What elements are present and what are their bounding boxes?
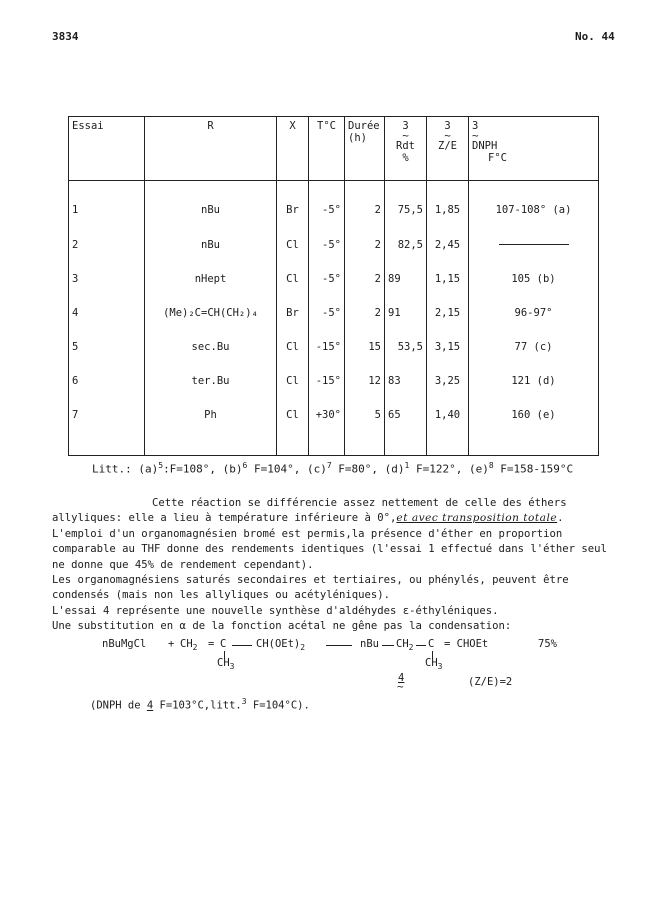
- product-carbon: C: [428, 638, 435, 650]
- page-number: 3834: [52, 30, 79, 43]
- cell-essai: 7: [69, 398, 145, 432]
- cell-rdt: 83: [385, 364, 427, 398]
- bond-line: [232, 645, 252, 646]
- table-row: [69, 398, 599, 432]
- cell-temp: -5°: [309, 296, 345, 330]
- cell-temp: -5°: [309, 193, 345, 227]
- plus-sign: +: [168, 638, 175, 650]
- cell-rdt: 75,5: [385, 193, 427, 227]
- cell-rdt: 91: [385, 296, 427, 330]
- product-nbu: nBu: [360, 638, 379, 650]
- paragraph-2: Les organomagnésiens saturés secondaires et tertiaires, ou phénylés, peuvent être condensés (mais non les allyliques ou acétyléniques).: [52, 574, 569, 602]
- col-header-dnph: 3 ~ DNPH F°C: [469, 117, 599, 181]
- product-ch2: $CH_2$: [396, 638, 414, 653]
- cell-rdt: 82,5: [385, 228, 427, 262]
- cell-ze: 1,15: [427, 262, 469, 296]
- compound-tilde: ~: [397, 680, 404, 693]
- paragraph-1: Cette réaction se différencie assez nettement de celle des éthers allyliques: elle a lieu à température inférieure à 0°,et avec transposition totale. L'emploi d'un organomagnésien bromé est permis,la présence d'éther en proportion comparable au THF donne des rendements identiques (l'essai 1 effectué dans l'éther seul ne donne que 45% de rendement cependant).: [52, 497, 607, 571]
- table-row: [69, 193, 599, 227]
- cell-dnph-empty: [469, 228, 599, 262]
- cell-r: nBu: [145, 193, 277, 227]
- cell-r: ter.Bu: [145, 364, 277, 398]
- cell-x: Cl: [277, 262, 309, 296]
- cell-r: (Me)₂C=CH(CH₂)₄: [145, 296, 277, 330]
- cell-dnph: 107-108° (a): [469, 193, 599, 227]
- col-header-ze: 3 ~ Z/E: [427, 117, 469, 181]
- cell-r: nBu: [145, 228, 277, 262]
- ze-label: Z/E: [438, 140, 457, 152]
- cell-duree: 15: [345, 330, 385, 364]
- dnph-unit: F°C: [488, 152, 507, 164]
- cell-ze: 2,45: [427, 228, 469, 262]
- reaction-arrow: [326, 645, 352, 646]
- cell-r: nHept: [145, 262, 277, 296]
- branch-bond: [224, 651, 225, 659]
- cell-temp: -5°: [309, 262, 345, 296]
- cell-dnph: 77 (c): [469, 330, 599, 364]
- cell-essai: 5: [69, 330, 145, 364]
- dnph-compound-ref: 3: [472, 120, 479, 132]
- cell-ze: 3,15: [427, 330, 469, 364]
- cell-temp: +30°: [309, 398, 345, 432]
- product-enol-ether: = CHOEt: [444, 638, 489, 650]
- table-row: [69, 262, 599, 296]
- col-header-duree: [345, 117, 385, 181]
- results-table: [68, 116, 599, 456]
- cell-essai: 6: [69, 364, 145, 398]
- cell-rdt: 53,5: [385, 330, 427, 364]
- dnph-note: (DNPH de 4 F=103°C,litt.$^3$ F=104°C).: [90, 697, 310, 712]
- methyl-right: $CH_3$: [425, 657, 443, 672]
- cell-x: Cl: [277, 364, 309, 398]
- compound-number: 4: [398, 672, 405, 684]
- cell-ze: 1,40: [427, 398, 469, 432]
- rdt-unit: %: [402, 152, 409, 164]
- cell-dnph: 96-97°: [469, 296, 599, 330]
- cell-rdt: 89: [385, 262, 427, 296]
- paragraph-3: L'essai 4 représente une nouvelle synthèse d'aldéhydes ε-éthyléniques.: [52, 604, 499, 617]
- cell-dnph: 121 (d): [469, 364, 599, 398]
- table-row: [69, 296, 599, 330]
- dnph-label: DNPH: [472, 140, 498, 152]
- cell-duree: 2: [345, 262, 385, 296]
- cell-duree: 5: [345, 398, 385, 432]
- literature-references: Litt.: $(a)^5:F=108^\circ$, $(b)^6$ F=104°, $(c)^7$ F=80°, $(d)^1$ F=122°, $(e)^8$ F=158-159°C: [92, 461, 574, 476]
- cell-ze: 2,15: [427, 296, 469, 330]
- col-header-rdt: 3 ~ Rdt %: [385, 117, 427, 181]
- cell-ze: 1,85: [427, 193, 469, 227]
- cell-x: Cl: [277, 398, 309, 432]
- table-header-row: [69, 117, 599, 181]
- col-header-temp: T°C: [309, 117, 345, 181]
- cell-x: Br: [277, 193, 309, 227]
- body-text: [52, 496, 612, 635]
- table-row: [69, 330, 599, 364]
- cell-temp: -5°: [309, 228, 345, 262]
- table-row: [69, 228, 599, 262]
- duree-unit: (h): [348, 132, 367, 144]
- cell-dnph: 105 (b): [469, 262, 599, 296]
- cell-x: Br: [277, 296, 309, 330]
- journal-issue-number: No. 44: [575, 30, 615, 43]
- duree-label: Durée: [348, 120, 380, 132]
- table-row: [69, 364, 599, 398]
- cell-x: Cl: [277, 228, 309, 262]
- cell-temp: -15°: [309, 364, 345, 398]
- acetal-group: $CH(OEt)_2$: [256, 638, 306, 653]
- cell-r: Ph: [145, 398, 277, 432]
- cell-temp: -15°: [309, 330, 345, 364]
- rdt-label: Rdt: [396, 140, 415, 152]
- double-bond-sign: =: [208, 638, 215, 650]
- col-header-essai: Essai: [69, 117, 145, 181]
- cell-duree: 2: [345, 228, 385, 262]
- paragraph-4: Une substitution en α de la fonction acétal ne gêne pas la condensation:: [52, 620, 512, 633]
- cell-r: sec.Bu: [145, 330, 277, 364]
- branch-bond: [432, 651, 433, 659]
- carbon-left: C: [220, 638, 227, 650]
- cell-x: Cl: [277, 330, 309, 364]
- col-header-r: R: [145, 117, 277, 181]
- ze-compound-ref: 3: [444, 120, 451, 132]
- col-header-x: X: [277, 117, 309, 181]
- no-value-dash: [499, 244, 569, 245]
- ch2-left: $CH_2$: [180, 638, 198, 653]
- cell-essai: 1: [69, 193, 145, 227]
- methyl-left: $CH_3$: [217, 657, 235, 672]
- cell-ze: 3,25: [427, 364, 469, 398]
- ze-ratio: (Z/E)=2: [468, 676, 513, 688]
- cell-essai: 4: [69, 296, 145, 330]
- cell-rdt: 65: [385, 398, 427, 432]
- rdt-compound-ref: 3: [402, 120, 409, 132]
- cell-duree: 2: [345, 296, 385, 330]
- bond-line: [382, 645, 394, 646]
- handwritten-annotation: et avec transposition totale: [396, 512, 558, 525]
- cell-duree: 2: [345, 193, 385, 227]
- cell-duree: 12: [345, 364, 385, 398]
- cell-essai: 2: [69, 228, 145, 262]
- cell-dnph: 160 (e): [469, 398, 599, 432]
- cell-essai: 3: [69, 262, 145, 296]
- reagent-grignard: nBuMgCl: [102, 638, 147, 650]
- bond-line: [416, 645, 426, 646]
- yield: 75%: [538, 638, 557, 650]
